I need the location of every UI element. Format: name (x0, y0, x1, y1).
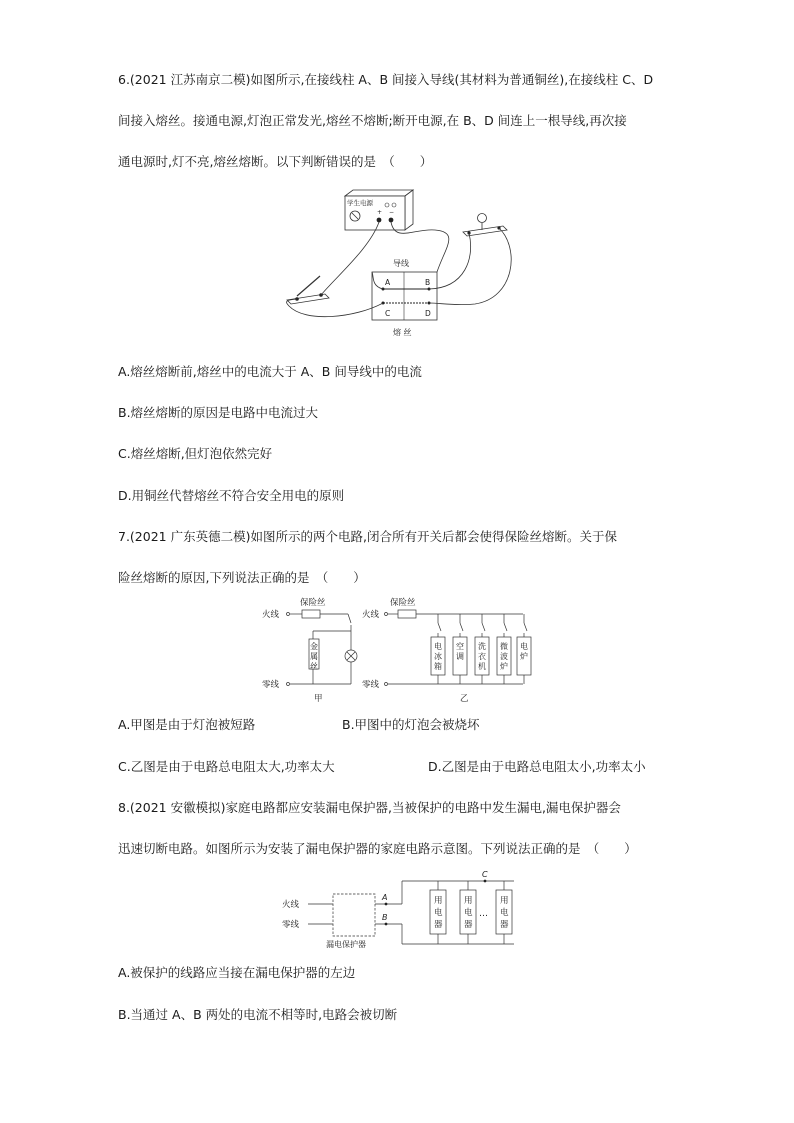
yi-label: 乙 (460, 694, 469, 704)
terminal-a-label: A (385, 278, 391, 287)
bulb-icon (478, 214, 487, 223)
q6-option-d: D.用铜丝代替熔丝不符合安全用电的原则 (118, 488, 345, 503)
terminal-b-label: B (425, 278, 431, 287)
q6-option-a: A.熔丝熔断前,熔丝中的电流大于 A、B 间导线中的电流 (118, 364, 422, 379)
appliance-3-char-2: 衣 (478, 652, 486, 661)
q8-option-a: A.被保护的线路应当接在漏电保护器的左边 (118, 965, 356, 980)
appliance-2-char-2: 调 (456, 652, 464, 661)
yi-fuse-icon (398, 610, 416, 618)
power-supply-label: 学生电源 (347, 199, 373, 207)
q6-option-b: B.熔丝熔断的原因是电路中电流过大 (118, 405, 319, 420)
appliance-4-char-3: 炉 (500, 662, 508, 671)
q8-option-b: B.当通过 A、B 两处的电流不相等时,电路会被切断 (118, 1007, 398, 1022)
appliance-4-char-1: 微 (500, 642, 508, 651)
q8-appliance-1-char-3: 器 (434, 920, 443, 930)
yi-live-label: 火线 (362, 610, 380, 620)
q7-figure (258, 595, 538, 707)
fuse-label: 熔 丝 (393, 328, 412, 337)
appliance-5-char-1: 电 (520, 642, 528, 651)
circuit-jia (262, 597, 357, 704)
q8-appliance-2-char-1: 用 (464, 896, 473, 906)
jia-neutral-label: 零线 (262, 680, 280, 690)
q8-live-label: 火线 (282, 900, 300, 910)
q8-line1: 8.(2021 安徽模拟)家庭电路都应安装漏电保护器,当被保护的电路中发生漏电,漏电保护器会 (118, 800, 621, 815)
q7-option-d: D.乙图是由于电路总电阻太小,功率太小 (428, 759, 646, 774)
appliance-3-char-1: 洗 (478, 642, 486, 651)
appliance-4-char-2: 波 (500, 652, 508, 661)
q7-option-a: A.甲图是由于灯泡被短路 (118, 717, 256, 732)
point-a-label: A (382, 893, 388, 902)
q6-line1: 6.(2021 江苏南京二模)如图所示,在接线柱 A、B 间接入导线(其材料为普通铜丝),在接线柱 C、D (118, 72, 654, 87)
q8-line2: 迅速切断电路。如图所示为安装了漏电保护器的家庭电路示意图。下列说法正确的是 （ ） (118, 841, 637, 856)
point-b-label: B (382, 913, 388, 922)
q7-option-c: C.乙图是由于电路总电阻太大,功率太大 (118, 759, 335, 774)
leakage-protector (333, 894, 375, 936)
q8-appliance-1-char-1: 用 (434, 896, 443, 906)
q8-figure (278, 866, 528, 956)
jia-fuse-label: 保险丝 (300, 598, 326, 608)
appliance-1-char-1: 电 (434, 642, 442, 651)
q7-line2: 险丝熔断的原因,下列说法正确的是 （ ） (118, 570, 366, 585)
q8-appliance-3-char-3: 器 (500, 920, 509, 930)
q8-appliance-2-char-3: 器 (464, 920, 473, 930)
q7-option-b: B.甲图中的灯泡会被烧坏 (342, 717, 480, 732)
wire-label: 导线 (393, 259, 409, 268)
student-power-supply (345, 190, 413, 230)
q6-line2: 间接入熔丝。接通电源,灯泡正常发光,熔丝不熔断;断开电源,在 B、D 间连上一根导线,再次接 (118, 113, 627, 128)
appliance-1-char-2: 冰 (434, 652, 442, 661)
minus-terminal-label: − (389, 209, 395, 216)
terminal-d-label: D (425, 309, 431, 318)
jia-fuse-icon (302, 610, 320, 618)
point-c-label: C (482, 870, 488, 879)
yi-fuse-label: 保险丝 (390, 598, 416, 608)
circuit-yi (362, 597, 531, 704)
q8-appliance-2-char-2: 电 (464, 908, 473, 918)
ellipsis-label: … (479, 909, 488, 919)
lamp-board (463, 214, 507, 237)
q8-appliance-1-char-2: 电 (434, 908, 443, 918)
q6-figure (275, 188, 520, 343)
terminal-c-label: C (385, 309, 391, 318)
appliance-5-char-2: 炉 (520, 652, 528, 661)
appliance-3-char-3: 机 (478, 662, 486, 671)
appliance-2-char-1: 空 (456, 642, 464, 651)
yi-neutral-label: 零线 (362, 680, 380, 690)
plus-terminal-label: + (377, 209, 383, 216)
metal-char-3: 丝 (310, 662, 318, 671)
q6-option-c: C.熔丝熔断,但灯泡依然完好 (118, 446, 273, 461)
jia-live-label: 火线 (262, 610, 280, 620)
metal-char-2: 属 (310, 652, 318, 661)
q8-appliance-3-char-1: 用 (500, 896, 509, 906)
q6-line3: 通电源时,灯不亮,熔丝熔断。以下判断错误的是 （ ） (118, 154, 433, 169)
metal-char-1: 金 (310, 642, 318, 651)
q8-appliance-3-char-2: 电 (500, 908, 509, 918)
q8-neutral-label: 零线 (282, 920, 300, 930)
jia-label: 甲 (314, 694, 323, 704)
appliance-1-char-3: 箱 (434, 662, 442, 671)
q7-line1: 7.(2021 广东英德二模)如图所示的两个电路,闭合所有开关后都会使得保险丝熔断。关于保 (118, 529, 617, 544)
protector-label: 漏电保护器 (326, 940, 366, 949)
